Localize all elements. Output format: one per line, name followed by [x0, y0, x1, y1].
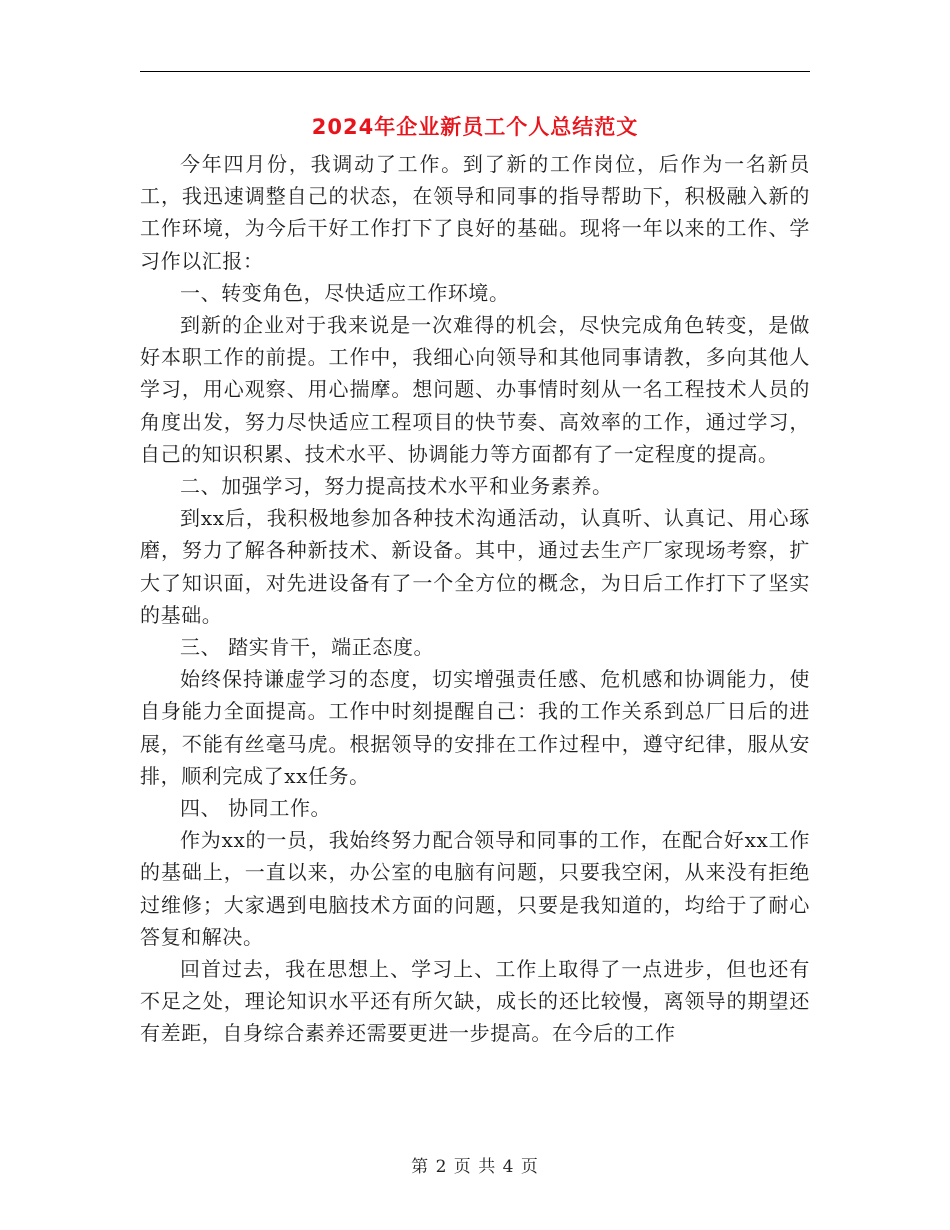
document-body: [140, 148, 810, 1050]
section-heading-2: 二、加强学习，努力提高技术水平和业务素养。: [180, 474, 613, 499]
section-paragraph-2: 到xx后，我积极地参加各种技术沟通活动，认真听、认真记、用心琢磨，努力了解各种新技术、新设备。其中，通过去生产厂家现场考察，扩大了知识面，对先进设备有了一个全方位的概念，为日后工作打下了坚实的基础。: [140, 506, 810, 627]
section-paragraph-3: 始终保持谦虚学习的态度，切实增强责任感、危机感和协调能力，使自身能力全面提高。工作中时刻提醒自己：我的工作关系到总厂日后的进展，不能有丝毫马虎。根据领导的安排在工作过程中，遵守纪律，服从安排，顺利完成了xx任务。: [140, 667, 810, 788]
section-heading-1: 一、转变角色，尽快适应工作环境。: [180, 280, 510, 305]
document-title: 2024年企业新员工个人总结范文: [311, 115, 639, 139]
section-heading-4: 四、 协同工作。: [180, 796, 332, 821]
page-footer: 第 2 页 共 4 页: [411, 1157, 539, 1177]
intro-paragraph: 今年四月份，我调动了工作。到了新的工作岗位，后作为一名新员工，我迅速调整自己的状态，在领导和同事的指导帮助下，积极融入新的工作环境，为今后干好工作打下了良好的基础。现将一年以来的工作、学习作以汇报：: [140, 152, 810, 273]
section-heading-3: 三、 踏实肯干，端正态度。: [180, 635, 435, 660]
section-paragraph-1: 到新的企业对于我来说是一次难得的机会，尽快完成角色转变，是做好本职工作的前提。工作中，我细心向领导和其他同事请教，多向其他人学习，用心观察、用心揣摩。想问题、办事情时刻从一名工程技术人员的角度出发，努力尽快适应工程项目的快节奏、高效率的工作，通过学习，自己的知识积累、技术水平、协调能力等方面都有了一定程度的提高。: [140, 313, 810, 466]
header-rule: [140, 71, 810, 72]
closing-paragraph: 回首过去，我在思想上、学习上、工作上取得了一点进步，但也还有不足之处，理论知识水平还有所欠缺，成长的还比较慢，离领导的期望还有差距，自身综合素养还需要更进一步提高。在今后的工作: [140, 957, 810, 1046]
section-paragraph-4: 作为xx的一员，我始终努力配合领导和同事的工作，在配合好xx工作的基础上，一直以来，办公室的电脑有问题，只要我空闲，从来没有拒绝过维修；大家遇到电脑技术方面的问题，只要是我知道的，均给于了耐心答复和解决。: [140, 828, 810, 949]
